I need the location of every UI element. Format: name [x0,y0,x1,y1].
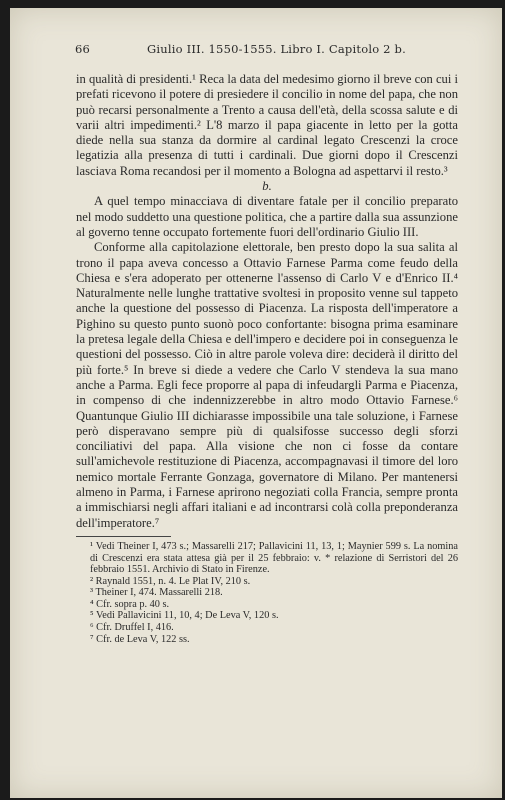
footnote-3: ³ Theiner I, 474. Massarelli 218. [90,587,223,599]
page-body [76,72,458,645]
running-title: Giulio III. 1550-1555. Libro I. Capitolo 2 b. [147,42,406,56]
footnote-6: ⁶ Cfr. Druffel I, 416. [90,622,174,634]
paragraph: Conforme alla capitolazione elettorale, ben presto dopo la sua salita al trono il papa aveva concesso a Ottavio Farnese Parma come feudo della Chiesa e s'era adoperato per ottenerne l'assenso di Carlo V e d'Enrico II.⁴ Naturalmente nelle lunghe trattative svoltesi in proposito venne sul tappeto anche la questione del possesso di Piacenza. La risposta dell'imperatore a Pighino su questo punto suonò poco confortante: bisogna prima esaminare la pretesa legale della Chiesa e dell'impero e decidere poi in conseguenza le questioni del possesso. Ciò in altre parole voleva dire: deciderà il diritto del più forte.⁵ In breve si diede a vedere che Carlo V stendeva la sua mano anche a Parma. Egli fece proporre al papa di infeudargli Parma e Piacenza, in compenso di che indennizzerebbe in altro modo Ottavio Farnese.⁶ Quantunque Giulio III dichiarasse impossibile una tale soluzione, i Farnese però disperavano sempre più di qualsifosse successo degli sforzi conciliativi del papa. Alla visione che non ci fosse da contare sull'amichevole restituzione di Piacenza, accompagnavasi il timore del loro nemico mortale Ferrante Gonzaga, governatore di Milano. Per mantenersi almeno in Parma, i Farnese aprirono negoziati colla Francia, sempre pronta a immischiarsi negli affari italiani e ad incontrarsi colà colla preponderanza dell'imperatore.⁷ [76,240,458,530]
section-heading: b. [262,179,272,194]
footnote-7: ⁷ Cfr. de Leva V, 122 ss. [90,633,190,645]
footnote-4: ⁴ Cfr. sopra p. 40 s. [90,598,170,610]
page-number: 66 [75,42,91,56]
footnote-2: ² Raynald 1551, n. 4. Le Plat IV, 210 s. [90,575,251,587]
book-page [10,8,502,798]
footnotes [76,541,458,645]
footnote-divider [76,536,171,537]
paragraph: A quel tempo minacciava di diventare fatale per il concilio preparato nel modo suddetto una questione politica, che a partire dalla sua assunzione al governo tenne occupato fortemente fuori dell'ordinario Giulio III. [76,194,458,239]
footnote-5: ⁵ Vedi Pallavicini 11, 10, 4; De Leva V, 120 s. [90,610,279,622]
footnote-1: ¹ Vedi Theiner I, 473 s.; Massarelli 217; Pallavicini 11, 13, 1; Maynier 599 s. La nomina di Crescenzi era stata attesa già per il 25 febbraio: v. * relazione di Serristori del 26 febbraio 1551. Archivio di Stato in Firenze. [90,540,458,576]
paragraph-continuation: in qualità di presidenti.¹ Reca la data del medesimo giorno il breve con cui i prefati ricevono il potere di presiedere il concilio in nome del papa, che non può recarsi personalmente a Trento a causa dell'età, della scossa salute e di varii altri impedimenti.² L'8 marzo il papa giacente in letto per la gotta diede nella sua stanza da dormire al cardinal legato Crescenzi la croce legatizia alla presenza di tutti i cardinali. Due giorni dopo il Crescenzi lasciava Roma recandosi per il momento a Bologna ad aspettarvi il resto.³ [76,72,458,178]
